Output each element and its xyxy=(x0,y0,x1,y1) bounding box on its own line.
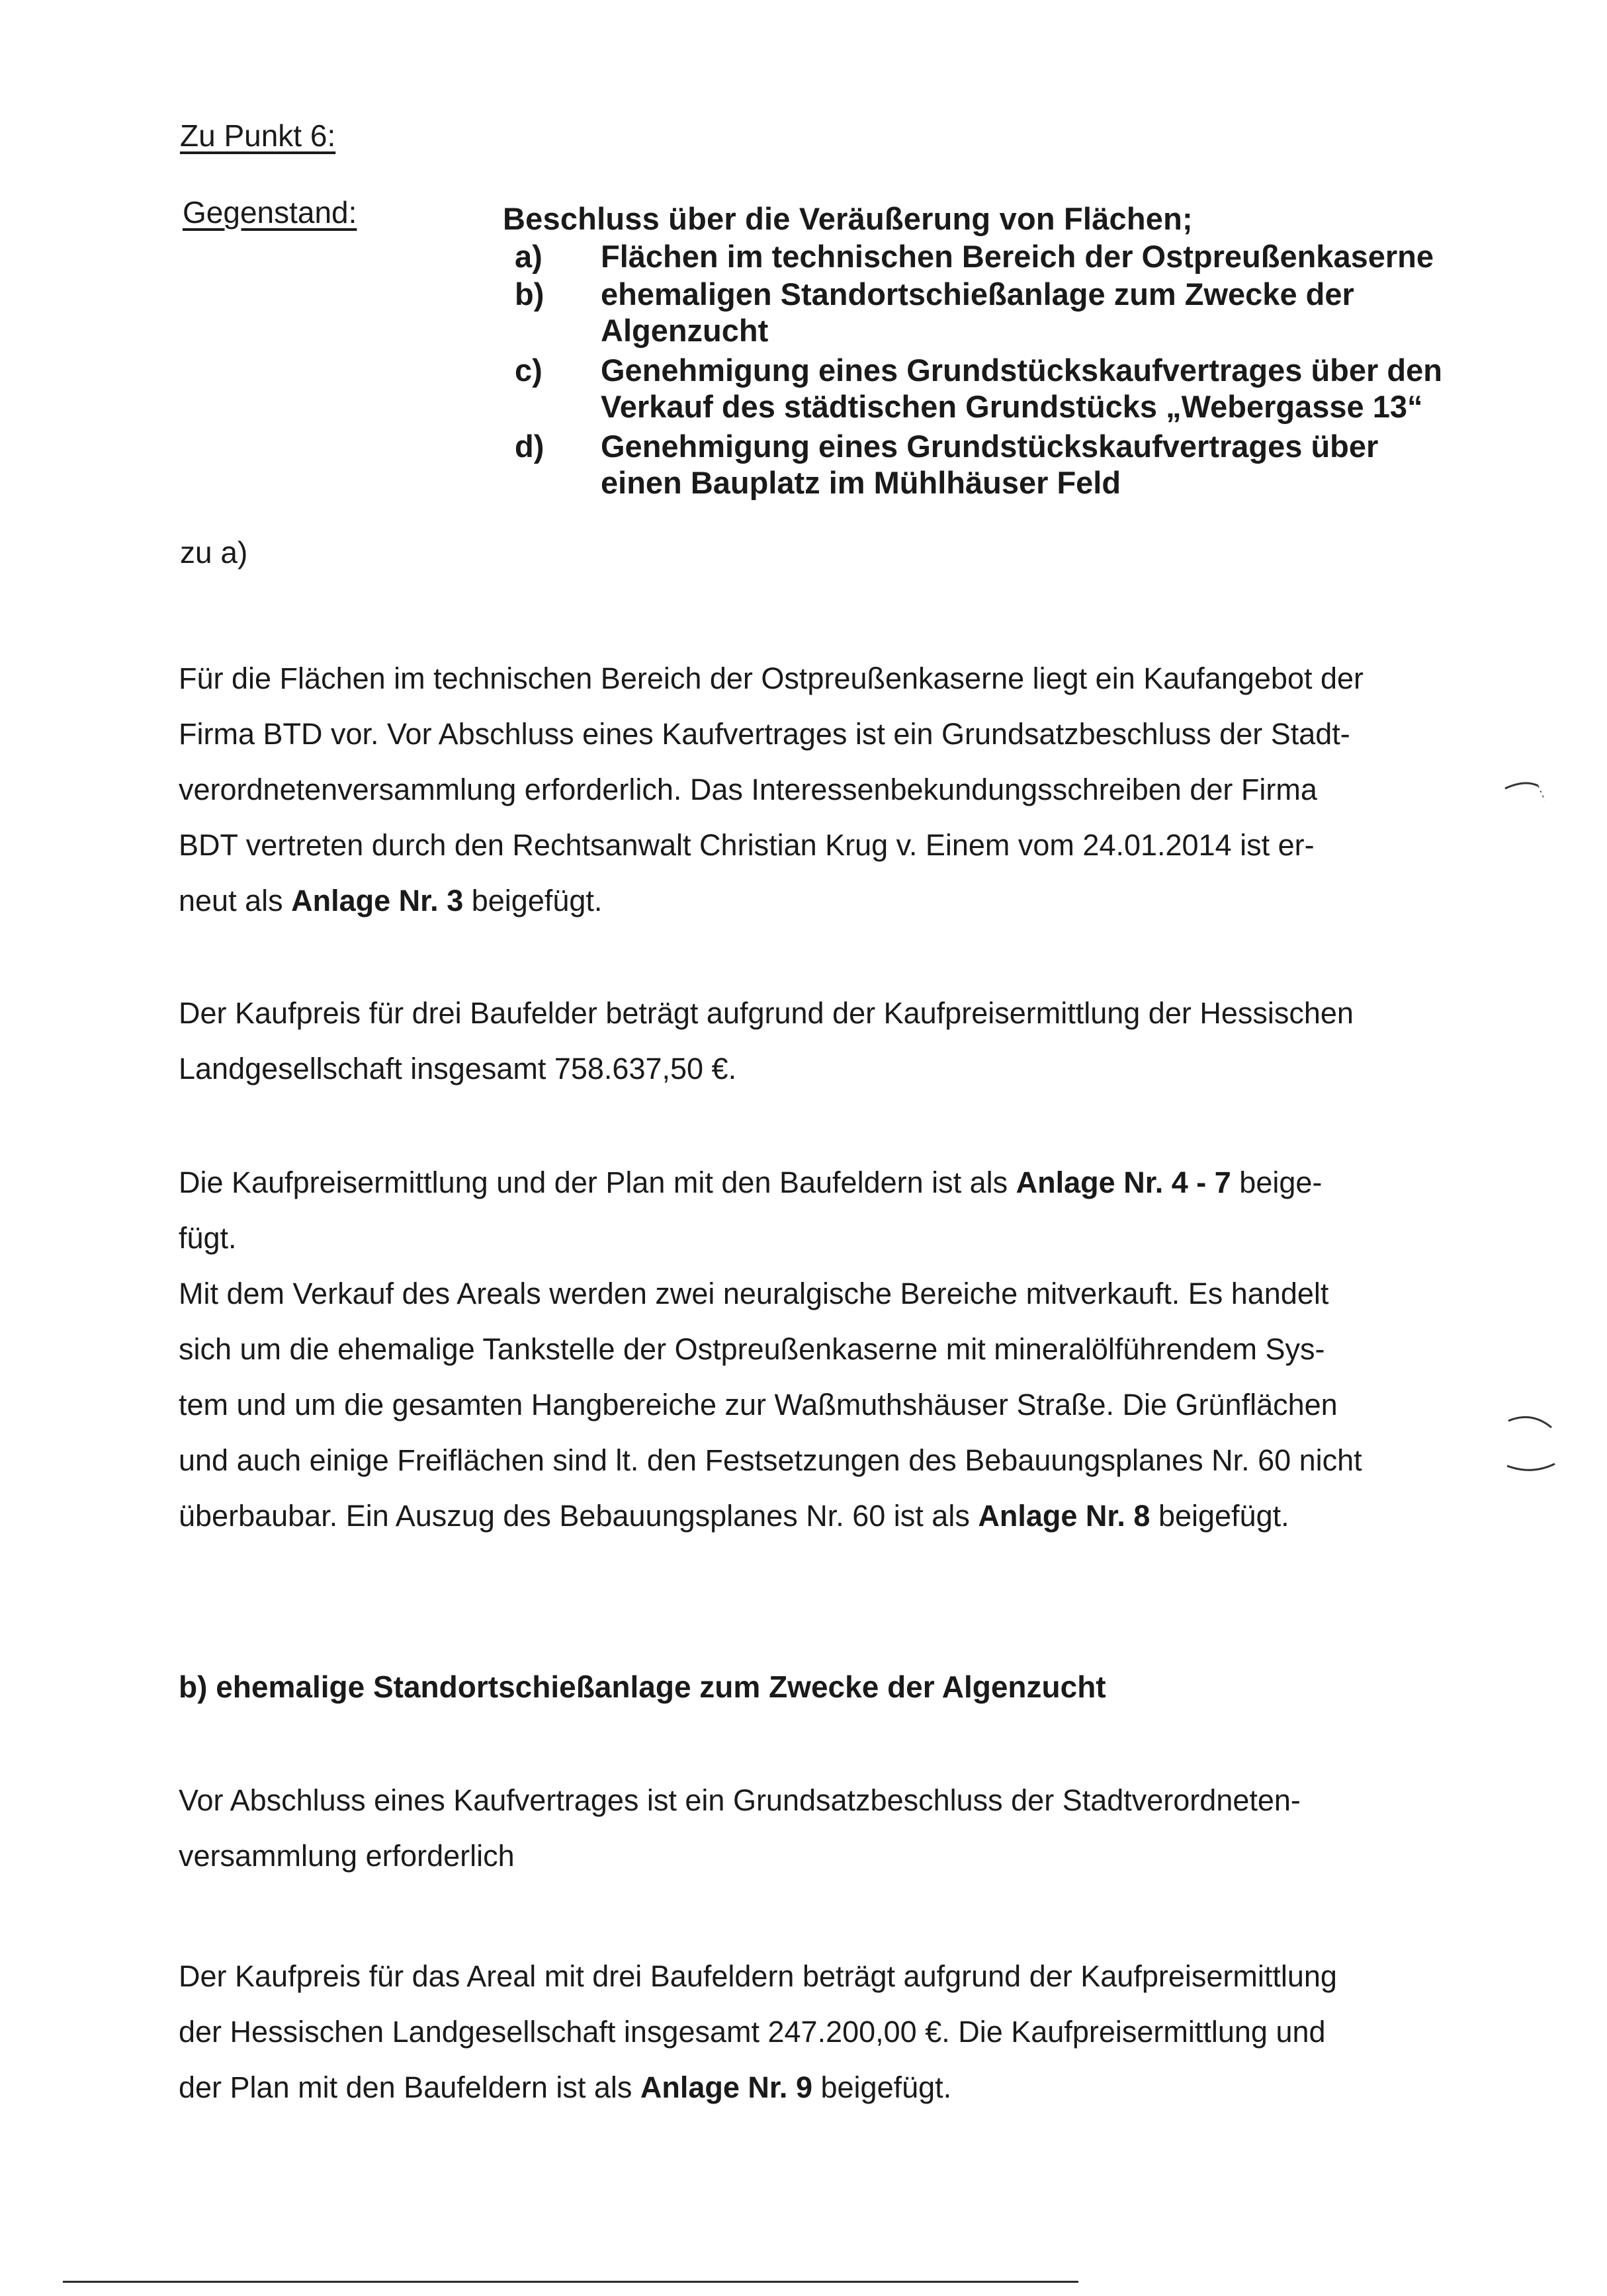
paragraph-line: sich um die ehemalige Tankstelle der Ostpreußenkaserne mit mineralölführendem Sys- xyxy=(179,1332,1325,1366)
paragraph-price-b xyxy=(179,1949,1502,2115)
paragraph-line xyxy=(179,1155,1502,1211)
subject-item-text: Genehmigung eines Grundstückskaufvertrages über xyxy=(601,429,1379,464)
paragraph-line: fügt. xyxy=(179,1221,237,1255)
paragraph-line: BDT vertreten durch den Rechtsanwalt Christian Krug v. Einem vom 24.01.2014 ist er- xyxy=(179,828,1315,862)
text-run: Die Kaufpreisermittlung und der Plan mit den Baufeldern ist als xyxy=(179,1166,1016,1199)
paragraph-line xyxy=(179,1488,1502,1544)
text-run: beigefügt. xyxy=(812,2070,952,2104)
paragraph-line: Der Kaufpreis für drei Baufelder beträgt aufgrund der Kaufpreisermittlung der Hessischen xyxy=(179,996,1354,1030)
subject-item-text: Genehmigung eines Grundstückskaufvertrages über den xyxy=(601,353,1442,388)
section-a-label: zu a) xyxy=(180,535,248,570)
subject-item-text: einen Bauplatz im Mühlhäuser Feld xyxy=(601,465,1121,500)
paragraph-line: verordnetenversammlung erforderlich. Das Interessenbekundungsschreiben der Firma xyxy=(179,773,1317,806)
text-run: neut als xyxy=(179,884,292,917)
paragraph-line: Landgesellschaft insgesamt 758.637,50 €. xyxy=(179,1052,737,1085)
agenda-point-heading: Zu Punkt 6: xyxy=(180,118,336,153)
text-run xyxy=(439,884,447,917)
subject-item-text: Verkauf des städtischen Grundstücks „Webergasse 13“ xyxy=(601,389,1423,424)
text-run: beigefügt. xyxy=(463,884,603,917)
subject-item-letter: b) xyxy=(515,276,544,312)
subject-title: Beschluss über die Veräußerung von Flächen; xyxy=(503,201,1193,236)
footer-rule xyxy=(63,2281,1078,2283)
subject-label: Gegenstand: xyxy=(183,195,357,230)
paragraph-line: Für die Flächen im technischen Bereich der Ostpreußenkaserne liegt ein Kaufangebot der xyxy=(179,661,1364,695)
annex-number: 8 xyxy=(1133,1499,1151,1533)
binder-hole-mark xyxy=(1502,1401,1561,1480)
paragraph-line xyxy=(179,2060,1502,2115)
paragraph-line: Mit dem Verkauf des Areals werden zwei neuralgische Bereiche mitverkauft. Es handelt xyxy=(179,1277,1329,1310)
binder-hole-mark xyxy=(1502,774,1555,827)
annex-number: 4 - 7 xyxy=(1171,1166,1231,1199)
subject-item-text: Flächen im technischen Bereich der Ostpreußenkaserne xyxy=(601,239,1434,274)
annex-number: 3 xyxy=(447,884,464,917)
text-run: überbaubar. Ein Auszug des Bebauungsplanes Nr. 60 ist als xyxy=(179,1499,978,1533)
paragraph-resolution-b xyxy=(179,1773,1502,1884)
paragraph-line: tem und um die gesamten Hangbereiche zur Waßmuthshäuser Straße. Die Grünflächen xyxy=(179,1388,1338,1422)
text-run xyxy=(1163,1166,1172,1199)
annex-reference: Anlage Nr. xyxy=(291,884,439,917)
paragraph-plan-a xyxy=(179,1155,1502,1544)
section-b-heading: b) ehemalige Standortschießanlage zum Zwecke der Algenzucht xyxy=(179,1670,1106,1704)
paragraph-line: Der Kaufpreis für das Areal mit drei Baufeldern beträgt aufgrund der Kaufpreisermittlung xyxy=(179,1959,1337,1993)
text-run xyxy=(787,2070,796,2104)
paragraph-line: Firma BTD vor. Vor Abschluss eines Kaufvertrages ist ein Grundsatzbeschluss der Stadt- xyxy=(179,717,1350,751)
text-run: der Plan mit den Baufeldern ist als xyxy=(179,2070,640,2104)
text-run: beige- xyxy=(1231,1166,1323,1199)
subject-item-letter: a) xyxy=(515,239,543,274)
subject-item-text: Algenzucht xyxy=(601,313,769,348)
paragraph-line xyxy=(179,873,1502,929)
subject-item-letter: d) xyxy=(515,429,544,464)
subject-item-text: ehemaligen Standortschießanlage zum Zwecke der xyxy=(601,276,1354,312)
subject-item-letter: c) xyxy=(515,353,543,388)
paragraph-line: Vor Abschluss eines Kaufvertrages ist ein Grundsatzbeschluss der Stadtverordneten- xyxy=(179,1783,1301,1817)
text-run: beigefügt. xyxy=(1150,1499,1289,1533)
paragraph-line: versammlung erforderlich xyxy=(179,1839,515,1873)
paragraph-line: der Hessischen Landgesellschaft insgesamt 247.200,00 €. Die Kaufpreisermittlung und xyxy=(179,2015,1326,2049)
paragraph-offer xyxy=(179,651,1502,929)
annex-reference: Anlage Nr. xyxy=(1016,1166,1164,1199)
annex-number: 9 xyxy=(795,2070,812,2104)
paragraph-line: und auch einige Freiflächen sind lt. den Festsetzungen des Bebauungsplanes Nr. 60 nicht xyxy=(179,1443,1362,1477)
annex-reference: Anlage Nr. xyxy=(978,1499,1125,1533)
paragraph-price-a xyxy=(179,986,1502,1097)
annex-reference: Anlage Nr. xyxy=(640,2070,788,2104)
text-run xyxy=(1125,1499,1134,1533)
